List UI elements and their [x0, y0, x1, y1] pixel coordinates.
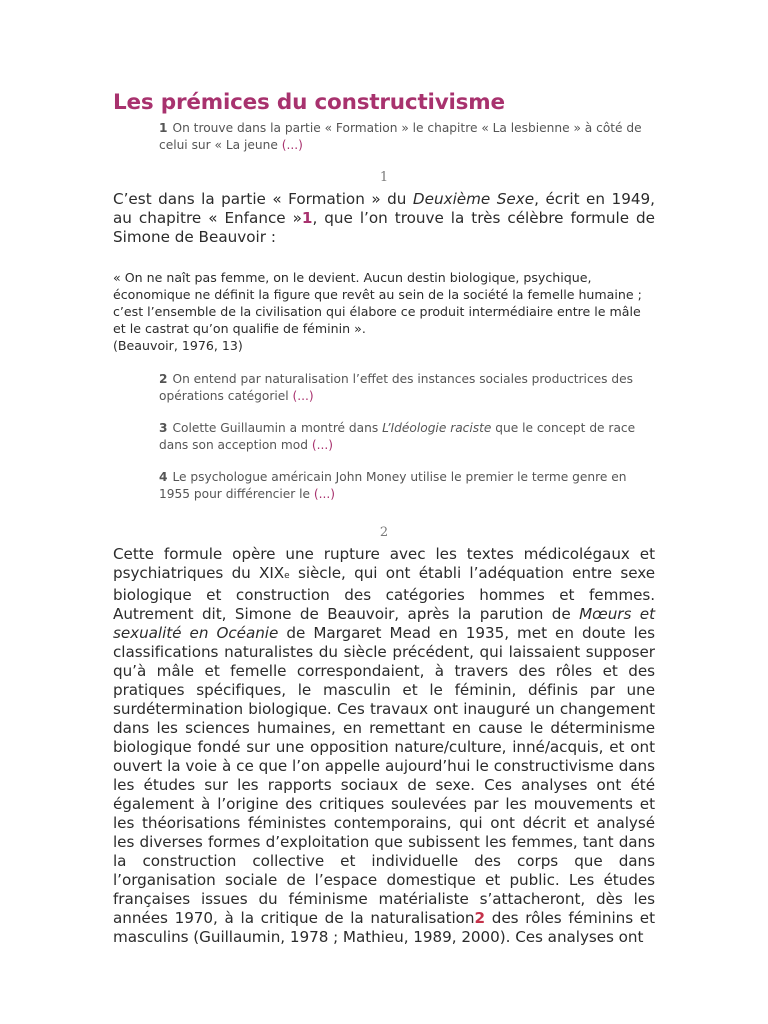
footnote-text: Le psychologue américain John Money utilise le premier le terme genre en 1955 pour différencier le: [159, 470, 627, 501]
footnote-1: [159, 120, 655, 154]
footnote-more-link[interactable]: (...): [281, 138, 303, 152]
footnote-more-link[interactable]: (...): [311, 438, 333, 452]
paragraph-number: 2: [379, 525, 389, 540]
footnote-text: On entend par naturalisation l’effet des instances sociales productrices des opérations catégoriel: [159, 372, 633, 403]
footnote-text: que le concept de race dans son acception mod: [159, 421, 636, 452]
quote-text: « On ne naît pas femme, on le devient. Aucun destin biologique, psychique, économique ne définit la figure que revêt au sein de la société la femelle humaine ; c’est l’ensemble de la civilisation qui élabore ce produit intermédiaire entre le mâle et le castrat qu’on qualifie de féminin ».: [113, 270, 642, 336]
footnote-number: 2: [159, 372, 168, 386]
footnote-2: [159, 371, 655, 405]
footnote-book-title: L’Idéologie raciste: [382, 421, 492, 435]
footnote-more-link[interactable]: (...): [313, 487, 336, 501]
footnote-3: [159, 420, 655, 454]
paragraph-number: 1: [379, 170, 389, 185]
footnote-4: [159, 469, 655, 503]
footnote-text: Colette Guillaumin a montré dans: [172, 421, 379, 435]
footnote-ref-2[interactable]: 2: [474, 909, 486, 927]
blockquote: [113, 269, 655, 354]
paragraph-2: Cette formule opère une rupture avec les textes médicolégaux et psychiatriques du XIXe siècle, qui ont établi l’adéquation entre sexe biologique et construction des catégories hommes et femmes. Autrement dit, Simone de Beauvoir, après la parution de Mœurs et sexualité en Océanie de Margaret Mead en 1935, met en doute les classifications naturalistes du siècle précédent, qui laissaient supposer qu’à mâle et femelle correspondaient, à travers des rôles et des pratiques spécifiques, le masculin et le féminin, définis par une surdétermination biologique. Ces travaux ont inauguré un changement dans les sciences humaines, en remettant en cause le déterminisme biologique fondé sur une opposition nature/culture, inné/acquis, et ont ouvert la voie à ce que l’on appelle aujourd’hui le constructivisme dans les études sur les rapports sociaux de sexe. Ces analyses ont été également à l’origine des critiques soulevées par les mouvements et les théorisations féministes contemporains, qui ont décrit et analysé les diverses formes d’exploitation que subissent les femmes, tant dans la construction collective et individuelle des corps que dans l’organisation sociale de l’espace domestique et public. Les études françaises issues du féminisme matérialiste s’attacheront, dès les années 1970, à la critique de la naturalisation2 des rôles féminins et masculins (Guillaumin, 1978 ; Mathieu, 1989, 2000). Ces analyses ont: [113, 545, 656, 946]
article: [113, 88, 655, 947]
footnote-text: On trouve dans la partie « Formation » le chapitre « La lesbienne » à côté de celui sur « La jeune: [159, 121, 642, 152]
footnote-number: 3: [159, 421, 168, 435]
footnote-ref-1[interactable]: 1: [301, 209, 313, 227]
footnote-number: 4: [159, 470, 168, 484]
quote-citation: (Beauvoir, 1976, 13): [113, 338, 243, 353]
page-title: Les prémices du constructivisme: [113, 90, 505, 115]
footnote-more-link[interactable]: (...): [292, 389, 314, 403]
paragraph-1: C’est dans la partie « Formation » du Deuxième Sexe, écrit en 1949, au chapitre « Enfance »1, que l’on trouve la très célèbre formule de Simone de Beauvoir :: [113, 190, 656, 246]
book-title: Mœurs et sexualité en Océanie: [113, 605, 655, 642]
footnote-number: 1: [159, 121, 168, 135]
book-title: Deuxième Sexe: [412, 190, 535, 208]
